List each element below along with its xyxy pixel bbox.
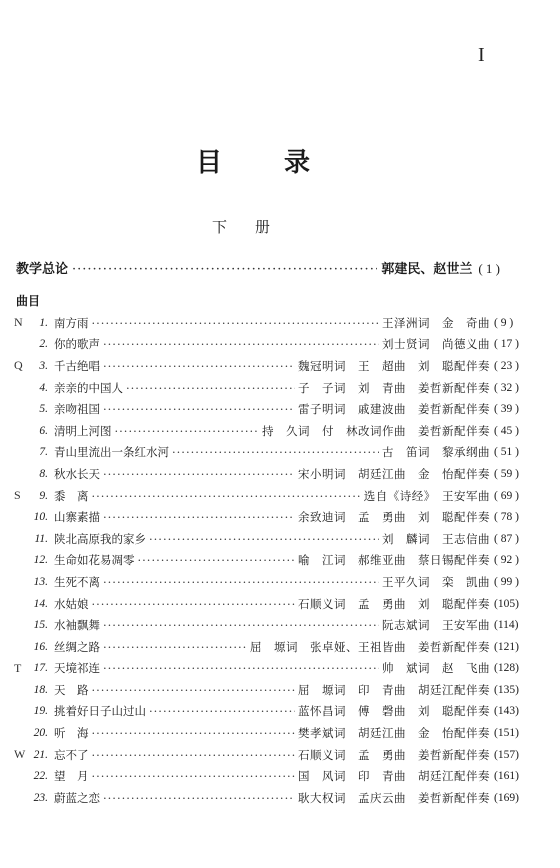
section-label: 曲目	[16, 294, 41, 308]
song-number: 4.	[39, 381, 48, 394]
volume-subtitle: 下册	[212, 218, 299, 236]
song-page: (135)	[494, 683, 519, 696]
leader-dots	[149, 532, 379, 546]
song-credits: 耿大权词 孟庆云曲 姜哲新配伴奏	[298, 790, 490, 805]
toc-row[interactable]	[0, 787, 560, 809]
toc-row[interactable]	[0, 463, 560, 485]
song-page: (157)	[494, 748, 519, 761]
song-title: 生命如花易凋零	[54, 553, 135, 568]
song-credits: 王平久词 栾 凯曲	[382, 574, 490, 589]
toc-row[interactable]	[0, 658, 560, 680]
toc-row[interactable]	[0, 442, 560, 464]
song-number: 11.	[34, 532, 48, 545]
song-page: (143)	[494, 705, 519, 718]
toc-row[interactable]	[0, 485, 560, 507]
song-title: 南方雨	[54, 315, 89, 330]
song-title: 清明上河图	[54, 423, 112, 438]
song-title: 听 海	[54, 726, 89, 741]
toc-row[interactable]	[0, 571, 560, 593]
song-page: (161)	[494, 770, 519, 783]
leader-dots	[172, 445, 379, 459]
intro-authors: 郭建民、赵世兰	[381, 262, 473, 277]
song-title: 陕北高原我的家乡	[54, 531, 146, 546]
song-page: ( 23 )	[494, 359, 519, 372]
song-credits: 蓝怀昌词 傅 磬曲 刘 聪配伴奏	[298, 704, 490, 719]
song-page: (151)	[494, 727, 519, 740]
song-number: 10.	[33, 511, 48, 524]
song-title: 水袖飘舞	[54, 618, 100, 633]
song-title: 你的歌声	[54, 337, 100, 352]
song-credits: 石顺义词 孟 勇曲 刘 聪配伴奏	[298, 596, 490, 611]
song-title: 蔚蓝之恋	[54, 790, 100, 805]
toc-row[interactable]	[0, 312, 560, 334]
song-credits: 屈 塬词 印 青曲 胡廷江配伴奏	[298, 682, 490, 697]
toc-row[interactable]	[0, 506, 560, 528]
intro-label: 教学总论	[16, 262, 69, 277]
leader-dots	[103, 337, 379, 351]
index-letter: T	[14, 660, 22, 675]
page-title: 目录	[196, 148, 373, 178]
toc-row[interactable]	[0, 636, 560, 658]
leader-dots	[92, 769, 296, 783]
song-title: 秋水长天	[54, 466, 100, 481]
song-title: 望 月	[54, 769, 89, 784]
song-page: ( 51 )	[494, 446, 519, 459]
song-credits: 子 子词 刘 青曲 姜哲新配伴奏	[298, 380, 490, 395]
song-title: 亲吻祖国	[54, 402, 100, 417]
toc-row[interactable]	[0, 701, 560, 723]
intro-page: ( 1 )	[478, 261, 500, 276]
song-credits: 余致迪词 孟 勇曲 刘 聪配伴奏	[298, 510, 490, 525]
song-page: (121)	[494, 640, 519, 653]
leader-dots	[92, 748, 296, 762]
song-number: 23.	[33, 791, 48, 804]
song-title: 挑着好日子山过山	[54, 704, 146, 719]
song-credits: 阮志斌词 王安军曲	[382, 618, 490, 633]
toc-row[interactable]	[0, 722, 560, 744]
song-credits: 魏冠明词 王 超曲 刘 聪配伴奏	[298, 358, 490, 373]
song-page: ( 69 )	[494, 489, 519, 502]
song-credits: 王泽洲词 金 奇曲	[382, 315, 490, 330]
song-number: 15.	[33, 619, 48, 632]
leader-dots	[115, 424, 260, 438]
song-title: 生死不离	[54, 574, 100, 589]
song-credits: 刘士贤词 尚德义曲	[382, 337, 490, 352]
toc-row[interactable]	[0, 377, 560, 399]
song-credits: 雷子明词 戚建波曲 姜哲新配伴奏	[298, 402, 490, 417]
song-page: ( 17 )	[494, 338, 519, 351]
toc-row[interactable]	[0, 550, 560, 572]
song-title: 亲亲的中国人	[54, 380, 123, 395]
song-page: (169)	[494, 791, 519, 804]
toc-row[interactable]	[0, 744, 560, 766]
leader-dots	[138, 553, 296, 567]
leader-dots	[72, 262, 377, 277]
toc-row[interactable]	[0, 355, 560, 377]
leader-dots	[103, 359, 295, 373]
song-number: 1.	[39, 316, 48, 329]
toc-row[interactable]	[0, 765, 560, 787]
song-page: ( 99 )	[494, 575, 519, 588]
song-credits: 刘 麟词 王志信曲	[382, 531, 490, 546]
song-number: 8.	[39, 467, 48, 480]
index-letter: S	[14, 488, 21, 503]
song-credits: 宋小明词 胡廷江曲 金 怡配伴奏	[298, 466, 490, 481]
song-number: 19.	[33, 705, 48, 718]
leader-dots	[92, 489, 361, 503]
song-page: ( 39 )	[494, 403, 519, 416]
toc-list	[0, 312, 560, 809]
index-letter: N	[14, 315, 23, 330]
leader-dots	[103, 510, 295, 524]
leader-dots	[103, 467, 295, 481]
song-page: ( 32 )	[494, 381, 519, 394]
song-title: 水姑娘	[54, 596, 89, 611]
song-number: 16.	[33, 640, 48, 653]
song-credits: 石顺义词 孟 勇曲 姜哲新配伴奏	[298, 747, 490, 762]
song-number: 5.	[39, 403, 48, 416]
song-credits: 帅 斌词 赵 飞曲	[382, 661, 490, 676]
song-credits: 樊孝斌词 胡廷江曲 金 怡配伴奏	[298, 726, 490, 741]
toc-row[interactable]	[0, 398, 560, 420]
toc-row[interactable]	[0, 528, 560, 550]
song-page: ( 9 )	[494, 316, 514, 329]
song-credits: 持 久词 付 林改词作曲 姜哲新配伴奏	[262, 423, 490, 438]
leader-dots	[149, 704, 295, 718]
song-number: 7.	[39, 446, 48, 459]
song-number: 12.	[33, 554, 48, 567]
toc-row[interactable]	[0, 593, 560, 615]
song-number: 18.	[33, 683, 48, 696]
song-number: 6.	[39, 424, 48, 437]
song-credits: 选自《诗经》 王安军曲	[363, 488, 490, 503]
leader-dots	[103, 791, 295, 805]
song-number: 22.	[33, 770, 48, 783]
song-title: 天 路	[54, 682, 89, 697]
song-page: ( 45 )	[494, 424, 519, 437]
song-number: 17.	[33, 662, 48, 675]
leader-dots	[103, 640, 247, 654]
toc-row[interactable]	[0, 614, 560, 636]
song-title: 山寨素描	[54, 510, 100, 525]
song-page: (114)	[494, 619, 519, 632]
toc-row[interactable]	[0, 420, 560, 442]
toc-row[interactable]	[0, 679, 560, 701]
song-title: 青山里流出一条红水河	[54, 445, 169, 460]
song-page: (128)	[494, 662, 519, 675]
page-number: I	[478, 44, 485, 66]
leader-dots	[92, 316, 380, 330]
leader-dots	[92, 726, 296, 740]
song-number: 20.	[33, 727, 48, 740]
song-title: 忘不了	[54, 747, 89, 762]
leader-dots	[92, 597, 296, 611]
song-number: 9.	[39, 489, 48, 502]
intro-entry[interactable]	[16, 258, 500, 277]
leader-dots	[126, 381, 295, 395]
song-credits: 国 风词 印 青曲 胡廷江配伴奏	[298, 769, 490, 784]
index-letter: W	[14, 747, 26, 762]
song-page: ( 92 )	[494, 554, 519, 567]
song-number: 14.	[33, 597, 48, 610]
leader-dots	[103, 402, 295, 416]
song-title: 黍 离	[54, 488, 89, 503]
leader-dots	[103, 575, 379, 589]
song-credits: 古 笛词 黎承纲曲	[382, 445, 490, 460]
leader-dots	[103, 618, 379, 632]
leader-dots	[103, 661, 379, 675]
toc-row[interactable]	[0, 334, 560, 356]
song-page: ( 78 )	[494, 511, 519, 524]
song-credits: 屈 塬词 张卓娅、王祖皆曲 姜哲新配伴奏	[250, 639, 490, 654]
song-number: 3.	[39, 359, 48, 372]
song-title: 千古绝唱	[54, 358, 100, 373]
song-title: 丝绸之路	[54, 639, 100, 654]
song-number: 13.	[33, 575, 48, 588]
song-credits: 喻 江词 郝维亚曲 蔡日锡配伴奏	[298, 553, 490, 568]
song-page: (105)	[494, 597, 519, 610]
index-letter: Q	[14, 358, 23, 373]
leader-dots	[92, 683, 296, 697]
song-number: 21.	[33, 748, 48, 761]
song-page: ( 87 )	[494, 532, 519, 545]
song-title: 天境祁连	[54, 661, 100, 676]
song-number: 2.	[39, 338, 48, 351]
song-page: ( 59 )	[494, 467, 519, 480]
